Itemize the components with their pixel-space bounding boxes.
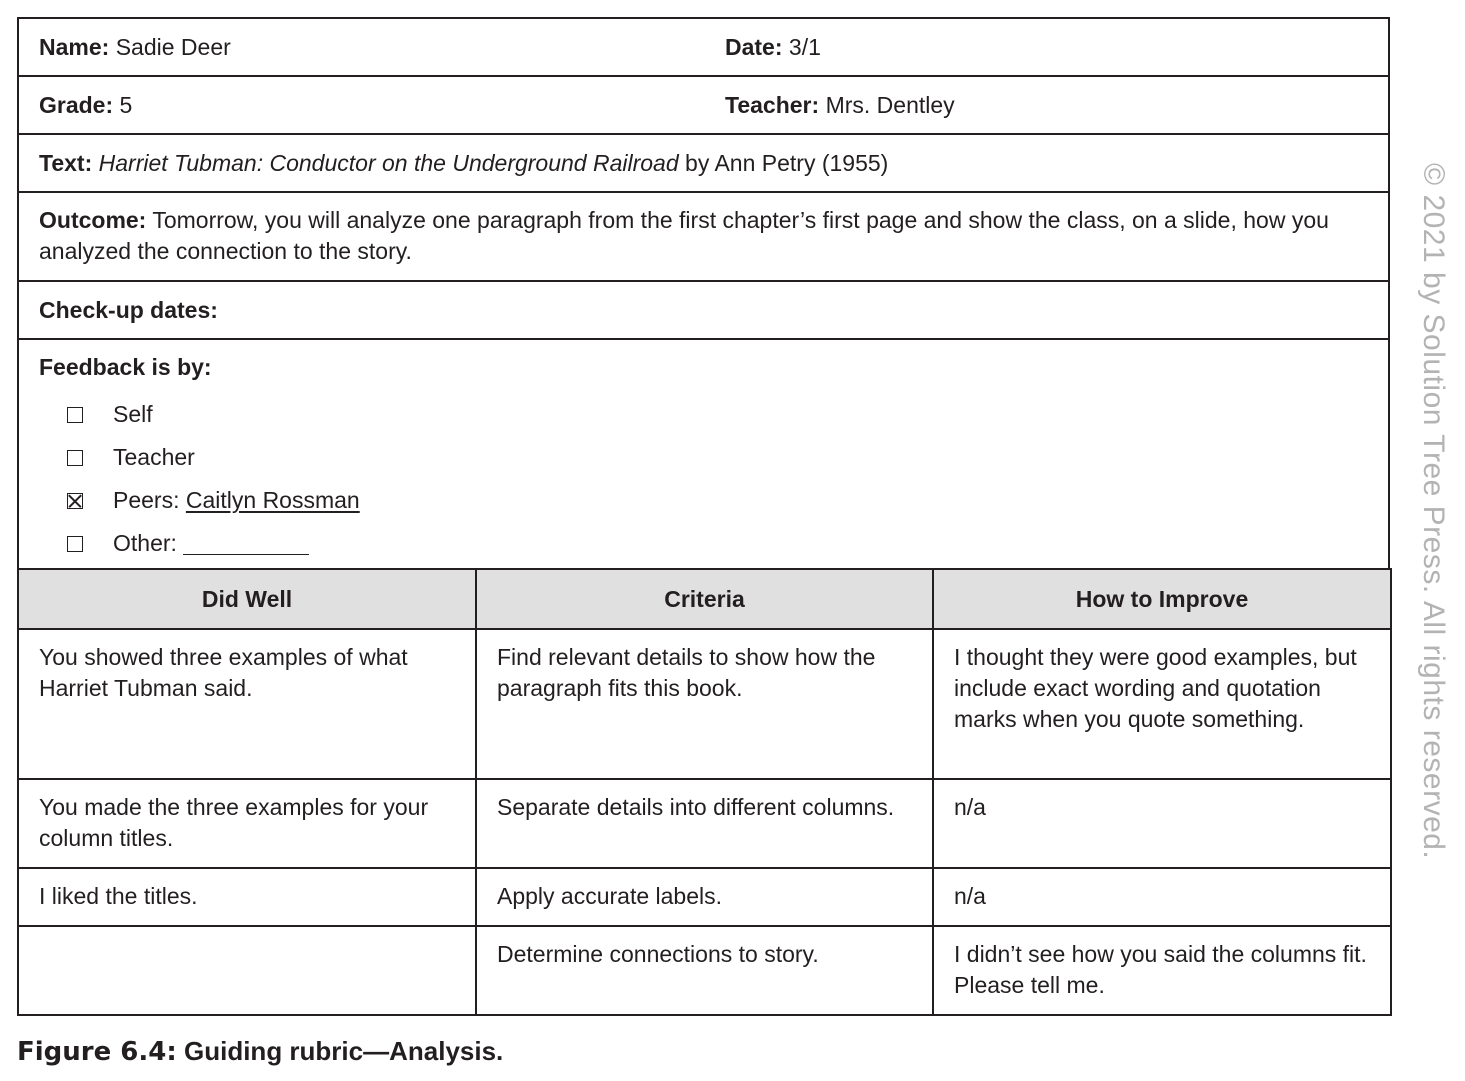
outcome-value: Tomorrow, you will analyze one paragraph from the first chapter’s first page and show the class, on a slide, how you analyzed the connection to the story. <box>39 207 1329 264</box>
peers-checkbox[interactable] <box>67 493 83 509</box>
rubric-form-header <box>17 17 1390 571</box>
criteria-cell: Determine connections to story. <box>476 926 933 1015</box>
grade-label: Grade: <box>39 91 114 118</box>
did-well-cell: I liked the titles. <box>18 868 476 926</box>
feedback-option-peers <box>39 479 1368 522</box>
feedback-option-teacher <box>39 436 1368 479</box>
table-row <box>18 779 1391 868</box>
self-checkbox[interactable] <box>67 407 83 423</box>
header-criteria: Criteria <box>476 569 933 629</box>
figure-caption <box>17 1036 503 1067</box>
name-value: Sadie Deer <box>115 33 231 60</box>
table-row <box>18 926 1391 1015</box>
checkup-label: Check-up dates: <box>39 296 218 323</box>
teacher-value: Mrs. Dentley <box>825 91 955 118</box>
feedback-row <box>19 340 1388 571</box>
other-checkbox[interactable] <box>67 536 83 552</box>
figure-number: Figure 6.4: <box>17 1037 177 1067</box>
table-row <box>18 868 1391 926</box>
criteria-cell: Apply accurate labels. <box>476 868 933 926</box>
outcome-label: Outcome: <box>39 207 147 233</box>
other-label: Other: <box>113 530 177 556</box>
feedback-options <box>39 393 1368 565</box>
text-label: Text: <box>39 149 93 176</box>
name-date-row <box>19 19 1388 77</box>
grade-cell <box>19 90 705 121</box>
grade-value: 5 <box>119 91 133 118</box>
did-well-cell: You made the three examples for your column titles. <box>18 779 476 868</box>
peers-label: Peers: <box>113 487 180 513</box>
feedback-label: Feedback is by: <box>39 354 212 380</box>
did-well-cell: You showed three examples of what Harriet Tubman said. <box>18 629 476 779</box>
header-did-well: Did Well <box>18 569 476 629</box>
other-blank-line <box>183 532 309 555</box>
improve-cell: I thought they were good examples, but include exact wording and quotation marks when you quote something. <box>933 629 1391 779</box>
feedback-option-other <box>39 522 1368 565</box>
outcome-row <box>19 193 1388 282</box>
text-title: Harriet Tubman: Conductor on the Underground Railroad <box>98 149 679 176</box>
self-label: Self <box>113 401 153 427</box>
header-how-to-improve: How to Improve <box>933 569 1391 629</box>
improve-cell: I didn’t see how you said the columns fit. Please tell me. <box>933 926 1391 1015</box>
teacher-label: Teacher: <box>725 91 820 118</box>
date-cell <box>705 32 821 63</box>
table-row <box>18 629 1391 779</box>
feedback-option-self <box>39 393 1368 436</box>
text-author: by Ann Petry (1955) <box>685 149 889 176</box>
peers-value: Caitlyn Rossman <box>185 487 360 513</box>
checkup-row <box>19 282 1388 340</box>
improve-cell: n/a <box>933 868 1391 926</box>
improve-cell: n/a <box>933 779 1391 868</box>
date-value: 3/1 <box>788 33 821 60</box>
criteria-cell: Find relevant details to show how the paragraph fits this book. <box>476 629 933 779</box>
teacher-checkbox[interactable] <box>67 450 83 466</box>
did-well-cell <box>18 926 476 1015</box>
teacher-option-label: Teacher <box>113 444 195 470</box>
figure-title: Guiding rubric—Analysis. <box>184 1036 504 1066</box>
name-label: Name: <box>39 33 110 60</box>
criteria-cell: Separate details into different columns. <box>476 779 933 868</box>
grade-teacher-row <box>19 77 1388 135</box>
rubric-header-row <box>18 569 1391 629</box>
date-label: Date: <box>725 33 783 60</box>
rubric-table <box>17 568 1392 1016</box>
text-row <box>19 135 1388 193</box>
teacher-cell <box>705 90 955 121</box>
name-cell <box>19 32 705 63</box>
copyright-notice: © 2021 by Solution Tree Press. All rights reserved. <box>1417 163 1450 860</box>
